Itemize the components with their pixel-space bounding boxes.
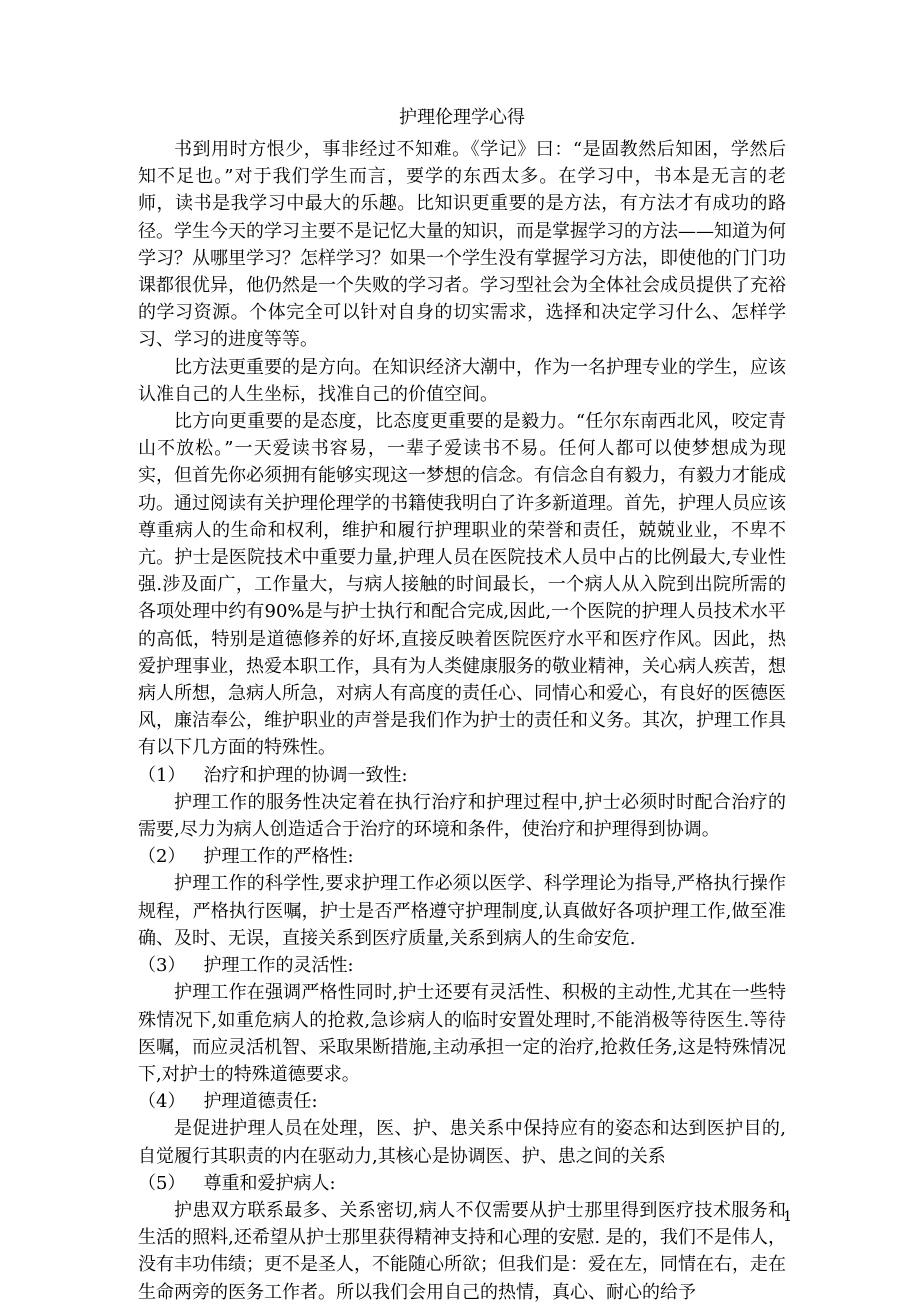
section-heading-text: 护理道德责任: — [203, 1091, 318, 1113]
section-heading-3 — [138, 952, 786, 979]
section-number: （2） — [138, 846, 186, 868]
section-body-1: 护理工作的服务性决定着在执行治疗和护理过程中,护士必须时时配合治疗的需要,尽力为病人创造适合于治疗的环境和条件，使治疗和护理得到协调。 — [138, 791, 786, 841]
document-title: 护理伦理学心得 — [399, 107, 525, 128]
section-heading-text: 护理工作的灵活性: — [203, 955, 354, 977]
paragraph-direction: 比方法更重要的是方向。在知识经济大潮中，作为一名护理专业的学生，应该认准自己的人生坐标，找准自己的价值空间。 — [138, 356, 786, 405]
section-heading-text: 治疗和护理的协调一致性: — [203, 764, 408, 786]
section-body-5: 护患双方联系最多、关系密切,病人不仅需要从护士那里得到医疗技术服务和生活的照料,还希望从护士那里获得精神支持和心理的安慰. 是的，我们不是伟人，没有丰功伟绩；更不是圣人，不能随心所欲；但我们是：爱在左，同情在右，走在生命两旁的医务工作者。所以我们会用自己的热情，真心、耐心的给予 — [138, 1199, 786, 1302]
page-number: 1 — [783, 1209, 792, 1225]
section-heading-5 — [138, 1170, 786, 1197]
section-number: （1） — [138, 764, 186, 786]
section-heading-2 — [138, 843, 786, 870]
section-body-2: 护理工作的科学性,要求护理工作必须以医学、科学理论为指导,严格执行操作规程，严格执行医嘱，护士是否严格遵守护理制度,认真做好各项护理工作,做至准确、及时、无误，直接关系到医疗质量,关系到病人的生命安危. — [138, 873, 786, 949]
document-content — [138, 104, 786, 1302]
section-number: （3） — [138, 955, 186, 977]
section-heading-4 — [138, 1088, 786, 1115]
section-heading-1 — [138, 762, 786, 789]
section-heading-text: 护理工作的严格性: — [203, 846, 354, 868]
section-heading-text: 尊重和爱护病人: — [203, 1172, 336, 1194]
paragraph-intro: 书到用时方恨少，事非经过不知难。《学记》曰：“是固教然后知困，学然后知不足也。”对于我们学生而言，要学的东西太多。在学习中，书本是无言的老师，读书是我学习中最大的乐趣。比知识更重要的是方法，有方法才有成功的路径。学生今天的学习主要不是记忆大量的知识，而是掌握学习的方法——知道为何学习？从哪里学习？怎样学习？如果一个学生没有掌握学习方法，即使他的门门功课都很优异，他仍然是一个失败的学习者。学习型社会为全体社会成员提供了充裕的学习资源。个体完全可以针对自身的切实需求，选择和决定学习什么、怎样学习、学习的进度等等。 — [138, 139, 786, 351]
section-number: （5） — [138, 1172, 186, 1194]
section-number: （4） — [138, 1091, 186, 1113]
section-body-4: 是促进护理人员在处理，医、护、患关系中保持应有的姿态和达到医护目的,自觉履行其职责的内在驱动力,其核心是协调医、护、患之间的关系 — [138, 1118, 786, 1167]
section-body-3: 护理工作在强调严格性同时,护士还要有灵活性、积极的主动性,尤其在一些特殊情况下,如重危病人的抢救,急诊病人的临时安置处理时,不能消极等待医生.等待医嘱，而应灵活机智、采取果断措施,主动承担一定的治疗,抢救任务,这是特殊情况下,对护士的特殊道德要求。 — [138, 982, 786, 1085]
paragraph-attitude: 比方向更重要的是态度，比态度更重要的是毅力。“任尔东南西北风，咬定青山不放松。”一天爱读书容易，一辈子爱读书不易。任何人都可以使梦想成为现实，但首先你必须拥有能够实现这一梦想的信念。有信念自有毅力，有毅力才能成功。通过阅读有关护理伦理学的书籍使我明白了许多新道理。首先，护理人员应该尊重病人的生命和权利，维护和履行护理职业的荣誉和责任，兢兢业业，不卑不亢。护士是医院技术中重要力量,护理人员在医院技术人员中占的比例最大,专业性强.涉及面广，工作量大，与病人接触的时间最长，一个病人从入院到出院所需的各项处理中约有90%是与护士执行和配合完成,因此,一个医院的护理人员技术水平的高低，特别是道德修养的好坏,直接反映着医院医疗水平和医疗作风。因此，热爱护理事业，热爱本职工作，具有为人类健康服务的敬业精神，关心病人疾苦，想病人所想，急病人所急，对病人有高度的责任心、同情心和爱心，有良好的医德医风，廉洁奉公，维护职业的声誉是我们作为护士的责任和义务。其次，护理工作具有以下几方面的特殊性。 — [138, 411, 786, 759]
